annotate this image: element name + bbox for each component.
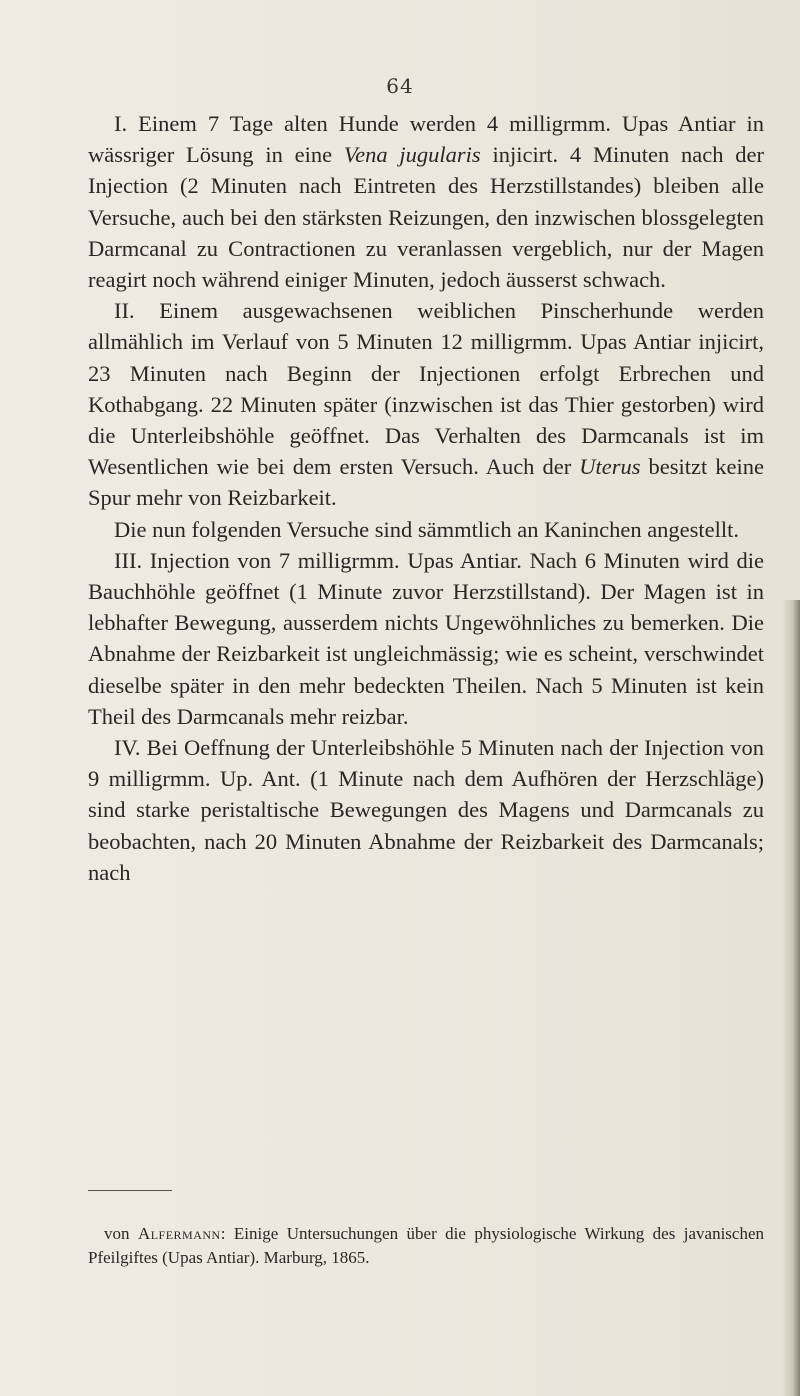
- text-segment: Die nun folgenden Versuche sind sämmtlich an Kaninchen angestellt.: [114, 516, 740, 542]
- text-segment: IV. Bei Oeffnung der Unterleibshöhle 5 Minuten nach der Injection von 9 milligrmm. Up. Ant. (1 Minute nach dem Aufhören der Herzschläge) sind starke peristaltische Bewegungen des Magens und Darmcanals zu beobachten, nach 20 Minuten Abnahme der Reizbarkeit des Darmcanals; nach: [88, 735, 764, 885]
- paragraph-3: [88, 514, 764, 545]
- author-name: Alfermann: [137, 1224, 221, 1243]
- text-segment: I. Einem 7 Tage alten Hunde werden 4 milligrmm. Upas Antiar in wässriger Lösung in eine: [88, 111, 764, 168]
- text-segment: von: [104, 1224, 138, 1243]
- paragraph-1: [88, 108, 764, 295]
- text-segment: II. Einem ausgewachsenen weiblichen Pinscherhunde werden allmählich im Verlauf von 5 Minuten 12 milligrmm. Upas Antiar injicirt, 23 Minuten nach Beginn der Injectionen erfolgt Erbrechen und Kothabgang. 22 Minuten später (inzwischen ist das Thier gestorben) wird die Unterleibshöhle geöffnet. Das Verhalten des Darmcanals ist im Wesentlichen wie bei dem ersten Versuch. Auch der: [88, 298, 764, 480]
- text-segment: III. Injection von 7 milligrmm. Upas Antiar. Nach 6 Minuten wird die Bauchhöhle geöffnet (1 Minute zuvor Herzstillstand). Der Magen ist in lebhafter Bewegung, ausserdem nichts Ungewöhnliches zu bemerken. Die Abnahme der Reizbarkeit ist ungleichmässig; wie es scheint, verschwindet dieselbe später in den mehr bedeckten Theilen. Nach 5 Minuten ist kein Theil des Darmcanals mehr reizbar.: [88, 547, 764, 729]
- text-segment: injicirt. 4 Minuten nach der Injection (2 Minuten nach Eintreten des Herzstillstandes) bleiben alle Versuche, auch bei den stärksten Reizungen, den inzwischen blossgelegten Darmcanal zu Contractionen zu veranlassen vergeblich, nur der Magen reagirt noch während einiger Minuten, jedoch äusserst schwach.: [88, 142, 764, 293]
- text-segment-italic: Vena jugularis: [343, 142, 481, 168]
- footnote-divider: [88, 1190, 172, 1191]
- paragraph-2: [88, 295, 764, 513]
- page-number: 64: [386, 74, 414, 98]
- footnote-text: [88, 1222, 764, 1270]
- paragraph-5: [88, 732, 764, 888]
- text-segment: : Einige Untersuchungen über die physiologische Wirkung des javanischen Pfeilgiftes (Upas Antiar). Marburg, 1865.: [88, 1224, 765, 1267]
- text-segment: besitzt keine Spur mehr von Reizbarkeit.: [88, 454, 764, 511]
- text-segment-italic: Uterus: [579, 454, 641, 480]
- paragraph-4: [88, 545, 764, 732]
- page-edge-shadow: [782, 600, 800, 1396]
- main-text: [88, 108, 764, 888]
- footnote: [88, 1222, 764, 1270]
